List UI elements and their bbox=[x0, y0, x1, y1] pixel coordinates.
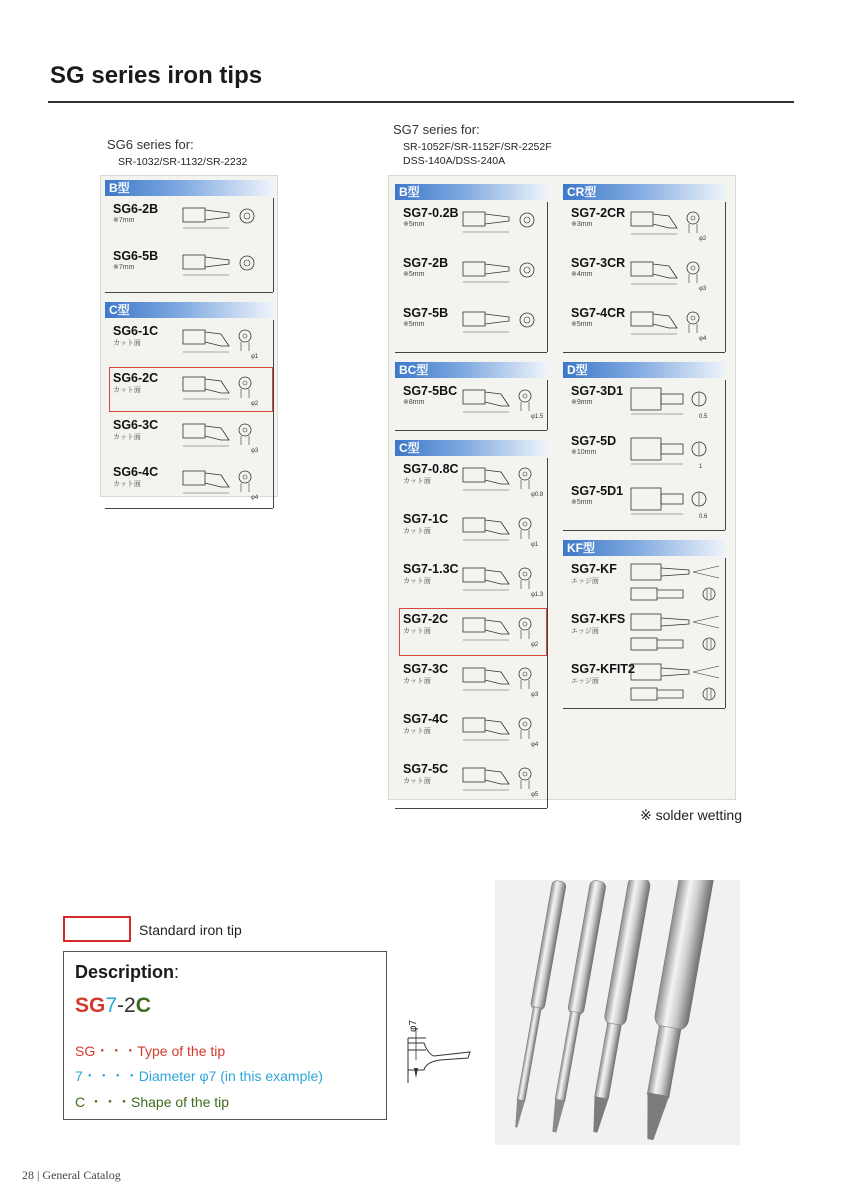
tip-drawing bbox=[629, 612, 724, 654]
tip-item bbox=[403, 562, 545, 610]
tip-drawing bbox=[629, 562, 724, 604]
tip-item bbox=[113, 418, 271, 466]
tip-name: SG6-3C bbox=[113, 418, 159, 432]
tip-item bbox=[403, 206, 545, 254]
sg7-models-line1: SR-1052F/SR-1152F/SR-2252F bbox=[403, 141, 552, 153]
tip-name: SG7-1.3C bbox=[403, 562, 459, 576]
tip-item bbox=[403, 512, 545, 560]
tip-item bbox=[113, 249, 271, 297]
desc-type-line: SG・・・Type of the tip bbox=[75, 1043, 226, 1059]
group-border bbox=[563, 708, 725, 709]
tip-note: ※5mm bbox=[403, 321, 425, 328]
tip-name: SG7-3D1 bbox=[571, 384, 624, 398]
tip-note: エッジ面 bbox=[571, 628, 599, 635]
svg-text:φ1: φ1 bbox=[531, 542, 539, 548]
svg-text:φ4: φ4 bbox=[531, 742, 539, 748]
group-header: KF型 bbox=[563, 540, 725, 556]
group-border bbox=[395, 430, 547, 431]
tip-name: SG7-KFS bbox=[571, 612, 626, 626]
tip-name: SG7-2C bbox=[403, 612, 449, 626]
tip-item bbox=[113, 324, 271, 372]
tip-drawing bbox=[181, 202, 276, 244]
tip-name: SG7-KFIT2 bbox=[571, 662, 635, 676]
tip-note: カット面 bbox=[403, 778, 431, 785]
tip-note: ※8mm bbox=[403, 399, 425, 406]
tip-name: SG7-3C bbox=[403, 662, 449, 676]
svg-text:φ4: φ4 bbox=[699, 336, 707, 342]
tip-drawing bbox=[461, 256, 556, 298]
group-border bbox=[725, 202, 726, 352]
tip-note: ※9mm bbox=[571, 399, 593, 406]
tip-drawing bbox=[629, 484, 724, 526]
description-title bbox=[75, 962, 179, 983]
tip-item bbox=[571, 612, 723, 660]
solder-wetting-note: ※ solder wetting bbox=[640, 807, 742, 823]
svg-text:φ2: φ2 bbox=[531, 642, 539, 648]
tip-item bbox=[571, 306, 723, 354]
code-diameter-part: 7 bbox=[105, 994, 118, 1017]
group-border bbox=[547, 202, 548, 352]
group-header: D型 bbox=[563, 362, 725, 378]
tip-name: SG7-0.8C bbox=[403, 462, 459, 476]
page-footer: 28 | General Catalog bbox=[22, 1168, 121, 1182]
tip-name: SG7-5B bbox=[403, 306, 449, 320]
tip-note: エッジ面 bbox=[571, 578, 599, 585]
tip-drawing bbox=[181, 324, 276, 366]
tip-note: カット面 bbox=[403, 678, 431, 685]
tip-drawing bbox=[461, 512, 556, 554]
standard-tip-legend-label: Standard iron tip bbox=[139, 922, 242, 938]
sg6-heading: SG6 series for: bbox=[107, 137, 194, 152]
tip-item bbox=[403, 306, 545, 354]
svg-text:φ3: φ3 bbox=[699, 286, 707, 292]
tip-drawing bbox=[461, 462, 556, 504]
tip-name: SG7-5D1 bbox=[571, 484, 624, 498]
tip-drawing bbox=[461, 712, 556, 754]
group-border bbox=[395, 808, 547, 809]
tip-name: SG7-1C bbox=[403, 512, 449, 526]
tip-note: ※4mm bbox=[571, 271, 593, 278]
tip-drawing bbox=[181, 465, 276, 507]
tip-item bbox=[403, 384, 545, 432]
group-border bbox=[725, 558, 726, 708]
svg-text:φ0.8: φ0.8 bbox=[531, 492, 544, 498]
tip-drawing bbox=[461, 384, 556, 426]
tip-item bbox=[403, 256, 545, 304]
tip-drawing bbox=[629, 662, 724, 704]
group-border bbox=[105, 292, 273, 293]
tip-name: SG7-2CR bbox=[571, 206, 626, 220]
tip-drawing bbox=[461, 562, 556, 604]
dimension-label: φ7 bbox=[408, 1019, 419, 1032]
group-header: C型 bbox=[105, 302, 273, 318]
tip-note: カット面 bbox=[403, 728, 431, 735]
svg-text:0.6: 0.6 bbox=[699, 514, 708, 520]
group-border bbox=[105, 508, 273, 509]
tip-note: カット面 bbox=[403, 578, 431, 585]
tip-item bbox=[403, 712, 545, 760]
tip-item bbox=[571, 384, 723, 432]
svg-text:0.5: 0.5 bbox=[699, 414, 708, 420]
svg-text:φ1.5: φ1.5 bbox=[531, 414, 544, 420]
tip-note: カット面 bbox=[403, 478, 431, 485]
tip-drawing bbox=[461, 206, 556, 248]
tip-note: ※5mm bbox=[571, 321, 593, 328]
tip-item bbox=[571, 206, 723, 254]
tip-item bbox=[403, 462, 545, 510]
group-border bbox=[547, 458, 548, 808]
tip-item bbox=[571, 256, 723, 304]
tip-note: ※5mm bbox=[571, 499, 593, 506]
tip-name: SG7-4C bbox=[403, 712, 449, 726]
group-header: B型 bbox=[105, 180, 273, 196]
tip-name: SG7-KF bbox=[571, 562, 617, 576]
group-border bbox=[563, 530, 725, 531]
desc-shape-line: C ・・・Shape of the tip bbox=[75, 1094, 230, 1110]
page-title: SG series iron tips bbox=[50, 62, 263, 89]
group-header: BC型 bbox=[395, 362, 547, 378]
tip-drawing bbox=[629, 384, 724, 426]
svg-text:φ3: φ3 bbox=[531, 692, 539, 698]
description-colon: : bbox=[174, 962, 180, 982]
tip-name: SG7-5C bbox=[403, 762, 449, 776]
tip-name: SG7-5D bbox=[571, 434, 617, 448]
sg7-heading: SG7 series for: bbox=[393, 122, 480, 137]
tip-note: ※10mm bbox=[571, 449, 597, 456]
tip-name: SG7-0.2B bbox=[403, 206, 459, 220]
tip-note: ※3mm bbox=[571, 221, 593, 228]
iron-tips-photo bbox=[495, 880, 740, 1145]
svg-text:φ2: φ2 bbox=[251, 401, 259, 407]
tip-drawing bbox=[181, 418, 276, 460]
tip-note: ※5mm bbox=[403, 271, 425, 278]
tip-name: SG6-2C bbox=[113, 371, 159, 385]
tip-name: SG6-2B bbox=[113, 202, 159, 216]
sg6-models: SR-1032/SR-1132/SR-2232 bbox=[118, 156, 248, 168]
description-box bbox=[63, 951, 387, 1120]
tip-note: ※7mm bbox=[113, 264, 135, 271]
tip-note: カット面 bbox=[113, 387, 141, 394]
code-shape-part: C bbox=[135, 994, 151, 1017]
tip-note: ※7mm bbox=[113, 217, 135, 224]
tip-note: ※5mm bbox=[403, 221, 425, 228]
svg-text:1: 1 bbox=[699, 464, 703, 470]
standard-tip-highlight bbox=[109, 367, 273, 412]
tip-name: SG7-3CR bbox=[571, 256, 626, 270]
svg-text:φ3: φ3 bbox=[251, 448, 259, 454]
tip-item bbox=[571, 434, 723, 482]
group-header: CR型 bbox=[563, 184, 725, 200]
sg7-models-line2: DSS-140A/DSS-240A bbox=[403, 155, 506, 167]
tip-item bbox=[571, 562, 723, 610]
tip-item bbox=[403, 762, 545, 810]
standard-tip-legend-swatch bbox=[63, 916, 131, 942]
tip-name: SG6-1C bbox=[113, 324, 159, 338]
group-border bbox=[273, 320, 274, 508]
tip-name: SG6-4C bbox=[113, 465, 159, 479]
tip-note: カット面 bbox=[113, 340, 141, 347]
tip-drawing bbox=[461, 662, 556, 704]
tip-name: SG7-5BC bbox=[403, 384, 458, 398]
svg-text:φ1.3: φ1.3 bbox=[531, 592, 544, 598]
tip-drawing bbox=[461, 762, 556, 804]
svg-text:φ1: φ1 bbox=[251, 354, 259, 360]
code-type-part: SG bbox=[75, 994, 106, 1017]
example-code bbox=[75, 994, 151, 1018]
tip-note: カット面 bbox=[403, 528, 431, 535]
tip-drawing bbox=[629, 206, 724, 248]
tip-item bbox=[113, 465, 271, 513]
tip-drawing bbox=[629, 256, 724, 298]
title-rule bbox=[48, 101, 794, 103]
group-border bbox=[273, 198, 274, 292]
tip-name: SG7-4CR bbox=[571, 306, 626, 320]
group-border bbox=[725, 380, 726, 530]
tip-drawing bbox=[629, 306, 724, 348]
tip-note: カット面 bbox=[113, 481, 141, 488]
svg-text:φ4: φ4 bbox=[251, 495, 259, 501]
tip-note: エッジ面 bbox=[571, 678, 599, 685]
tip-item bbox=[571, 662, 723, 710]
tip-drawing bbox=[461, 306, 556, 348]
tip-name: SG6-5B bbox=[113, 249, 159, 263]
group-border bbox=[563, 352, 725, 353]
tip-drawing bbox=[181, 249, 276, 291]
svg-text:φ2: φ2 bbox=[699, 236, 707, 242]
svg-text:φ5: φ5 bbox=[531, 792, 539, 798]
description-title-text: Description bbox=[75, 962, 175, 982]
sg6-catalog-image bbox=[100, 175, 278, 501]
tip-drawing bbox=[629, 434, 724, 476]
code-dash-part: -2 bbox=[117, 994, 136, 1017]
standard-tip-highlight bbox=[399, 608, 547, 656]
group-border bbox=[547, 380, 548, 430]
sg7-catalog-image bbox=[388, 175, 736, 800]
tip-item bbox=[113, 202, 271, 250]
group-border bbox=[395, 352, 547, 353]
tip-note: カット面 bbox=[403, 628, 431, 635]
tip-dimension-sketch bbox=[400, 1008, 480, 1103]
tip-item bbox=[403, 662, 545, 710]
group-header: C型 bbox=[395, 440, 547, 456]
tip-note: カット面 bbox=[113, 434, 141, 441]
tip-name: SG7-2B bbox=[403, 256, 449, 270]
group-header: B型 bbox=[395, 184, 547, 200]
tip-item bbox=[571, 484, 723, 532]
desc-diameter-line: 7・・・・Diameter φ7 (in this example) bbox=[75, 1068, 323, 1084]
